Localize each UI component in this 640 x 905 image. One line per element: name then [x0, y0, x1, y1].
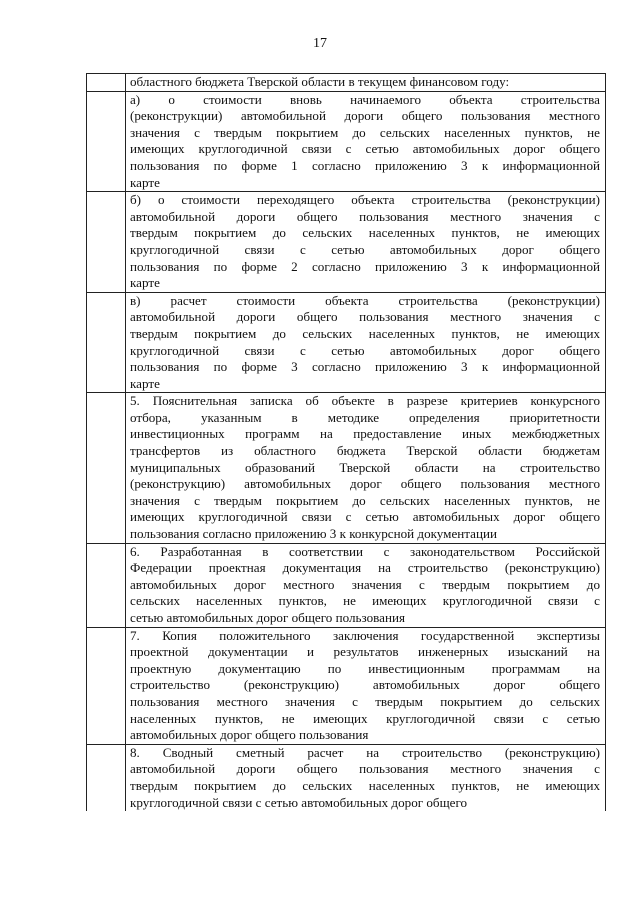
text-line: строительство (реконструкцию) автомобильных дорог общего — [130, 677, 600, 693]
row-text-cell — [126, 744, 606, 811]
text-line: пользования по форме 3 согласно приложению 3 к информационной — [130, 359, 600, 375]
text-line: круглогодичной связи с сетью автомобильных дорог общего — [130, 794, 468, 810]
text-line: областного бюджета Тверской области в текущем финансовом году: — [130, 74, 510, 89]
text-line: отбора, указанным в методике определения приоритетности — [130, 409, 600, 425]
text-line: сельских населенных пунктов, не имеющих круглогодичной связи с — [130, 593, 600, 609]
text-line: населенных пунктов, не имеющих круглогодичной связи с сетью — [130, 710, 600, 726]
text-line: проектную документацию по инвестиционным программам на — [130, 660, 600, 676]
text-line: проектной документации и результатов инженерных изысканий на — [130, 644, 600, 660]
text-line: твердым покрытием до сельских населенных пунктов, не имеющих — [130, 225, 600, 241]
row-number-cell — [87, 627, 126, 744]
row-number-cell — [87, 74, 126, 92]
text-line: автомобильных дорог общего пользования — [130, 727, 369, 743]
text-line: пользования согласно приложению 3 к конкурсной документации — [130, 526, 497, 542]
text-line: в) расчет стоимости объекта строительства (реконструкции) — [130, 292, 600, 308]
row-text-cell — [126, 543, 606, 627]
text-line: б) о стоимости переходящего объекта строительства (реконструкции) — [130, 192, 600, 208]
table-row — [87, 393, 606, 543]
row-number-cell — [87, 192, 126, 293]
document-table — [86, 73, 606, 811]
text-line: пользования по форме 1 согласно приложению 3 к информационной — [130, 157, 600, 173]
text-line: а) о стоимости вновь начинаемого объекта строительства — [130, 91, 600, 107]
text-line: карте — [130, 375, 160, 391]
text-line: 8. Сводный сметный расчет на строительство (реконструкцию) — [130, 744, 600, 760]
text-line: имеющих круглогодичной связи с сетью автомобильных дорог общего — [130, 509, 600, 525]
row-text-cell — [126, 292, 606, 393]
text-line: круглогодичной связи с сетью автомобильных дорог общего — [130, 342, 600, 358]
text-line: значения с твердым покрытием до сельских населенных пунктов, не — [130, 492, 600, 508]
row-number-cell — [87, 543, 126, 627]
text-line: трансфертов из областного бюджета Тверской области бюджетам — [130, 443, 600, 459]
text-line: значения с твердым покрытием до сельских населенных пунктов, не — [130, 124, 600, 140]
row-number-cell — [87, 393, 126, 543]
text-line: карте — [130, 174, 160, 190]
text-line: автомобильной дороги общего пользования местного значения с — [130, 761, 600, 777]
text-line: 5. Пояснительная записка об объекте в разрезе критериев конкурсного — [130, 393, 600, 409]
text-line: карте — [130, 275, 160, 291]
text-line: муниципальных образований Тверской области на строительство — [130, 459, 600, 475]
text-line: 6. Разработанная в соответствии с законодательством Российской — [130, 543, 600, 559]
table-row — [87, 744, 606, 811]
text-line: (реконструкции) автомобильной дороги общего пользования местного — [130, 108, 600, 124]
text-line: автомобильных дорог местного значения с твердым покрытием до — [130, 576, 600, 592]
row-text-cell — [126, 91, 606, 192]
text-line: (реконструкцию) автомобильных дорог общего пользования местного — [130, 476, 600, 492]
table-row — [87, 91, 606, 192]
row-number-cell — [87, 292, 126, 393]
text-line: имеющих круглогодичной связи с сетью автомобильных дорог общего — [130, 141, 600, 157]
text-line: круглогодичной связи с сетью автомобильных дорог общего — [130, 241, 600, 257]
page-number: 17 — [313, 36, 327, 51]
table-row — [87, 292, 606, 393]
row-text-cell — [126, 393, 606, 543]
table-row — [87, 627, 606, 744]
text-line: автомобильной дороги общего пользования местного значения с — [130, 208, 600, 224]
text-line: твердым покрытием до сельских населенных пунктов, не имеющих — [130, 325, 600, 341]
table-row — [87, 543, 606, 627]
text-line: сетью автомобильных дорог общего пользования — [130, 610, 405, 625]
row-text-cell — [126, 74, 606, 92]
text-line: 7. Копия положительного заключения государственной экспертизы — [130, 627, 600, 643]
table-row — [87, 192, 606, 293]
text-line: Федерации проектная документация на строительство (реконструкцию) — [130, 560, 600, 576]
text-line: пользования местного значения с твердым покрытием до сельских — [130, 693, 600, 709]
text-line: пользования по форме 2 согласно приложению 3 к информационной — [130, 258, 600, 274]
text-line: инвестиционных программ на предоставление иных межбюджетных — [130, 426, 600, 442]
row-number-cell — [87, 91, 126, 192]
row-text-cell — [126, 192, 606, 293]
row-number-cell — [87, 744, 126, 811]
text-line: автомобильной дороги общего пользования местного значения с — [130, 309, 600, 325]
row-text-cell — [126, 627, 606, 744]
table-row — [87, 74, 606, 92]
text-line: твердым покрытием до сельских населенных пунктов, не имеющих — [130, 777, 600, 793]
